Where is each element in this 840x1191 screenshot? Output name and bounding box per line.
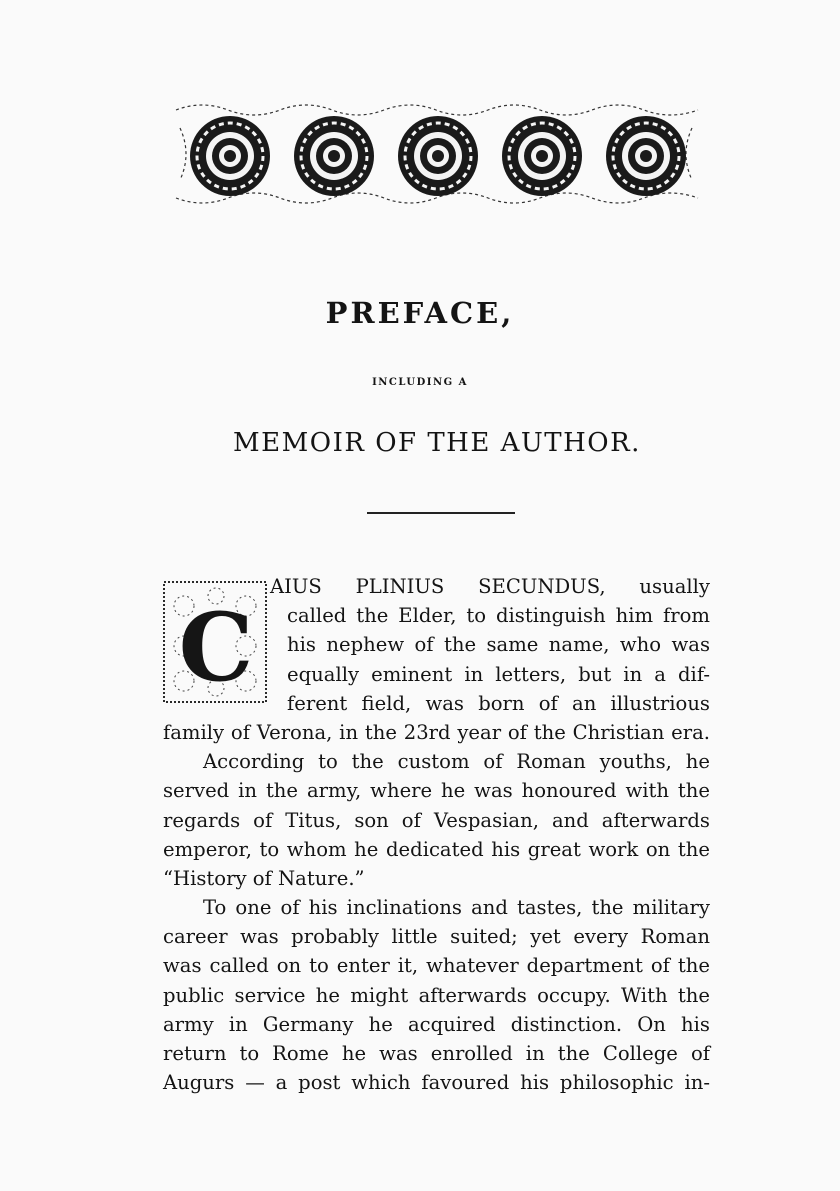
text-line: return to Rome he was enrolled in the College of <box>163 1042 710 1065</box>
text-line: army in Germany he acquired distinction. On his <box>163 1012 710 1036</box>
text-line: AIUS PLINIUS SECUNDUS, usually <box>270 575 710 598</box>
text-line: “History of Nature.” <box>163 866 365 890</box>
text-line: was called on to enter it, whatever department of the <box>163 954 710 978</box>
text-line: To one of his inclinations and tastes, the military <box>203 896 710 920</box>
page-title: PREFACE, <box>325 296 515 330</box>
rosette-ornament <box>294 116 374 196</box>
text-line: family of Verona, in the 23rd year of the Christian era. <box>163 720 710 744</box>
text-line: served in the army, where he was honoured with the <box>163 779 710 803</box>
text-line: According to the custom of Roman youths, he <box>203 750 710 774</box>
section-heading: MEMOIR OF THE AUTHOR. <box>233 428 641 458</box>
divider-rule <box>367 512 515 514</box>
text-line: emperor, to whom he dedicated his great work on the <box>163 837 710 861</box>
rosette-ornament <box>606 116 686 196</box>
text-line: Augurs — a post which favoured his philosophic in- <box>163 1071 710 1095</box>
rosette-ornament <box>398 116 478 196</box>
text-line: equally eminent in letters, but in a dif- <box>287 662 710 686</box>
text-line: public service he might afterwards occupy. With the <box>163 983 710 1007</box>
text-line: his nephew of the same name, who was <box>287 633 710 657</box>
page-subtitle: INCLUDING A <box>372 377 468 388</box>
text-line: called the Elder, to distinguish him from <box>287 604 710 628</box>
text-line: career was probably little suited; yet every Roman <box>163 925 710 949</box>
rosette-ornament <box>190 116 270 196</box>
ornamental-header-band <box>172 98 702 210</box>
memoir-text <box>163 572 710 1097</box>
text-line: regards of Titus, son of Vespasian, and afterwards <box>163 808 710 832</box>
text-line: ferent field, was born of an illustrious <box>287 691 710 715</box>
rosette-ornament <box>502 116 582 196</box>
dropcap-letter: C <box>178 593 254 703</box>
